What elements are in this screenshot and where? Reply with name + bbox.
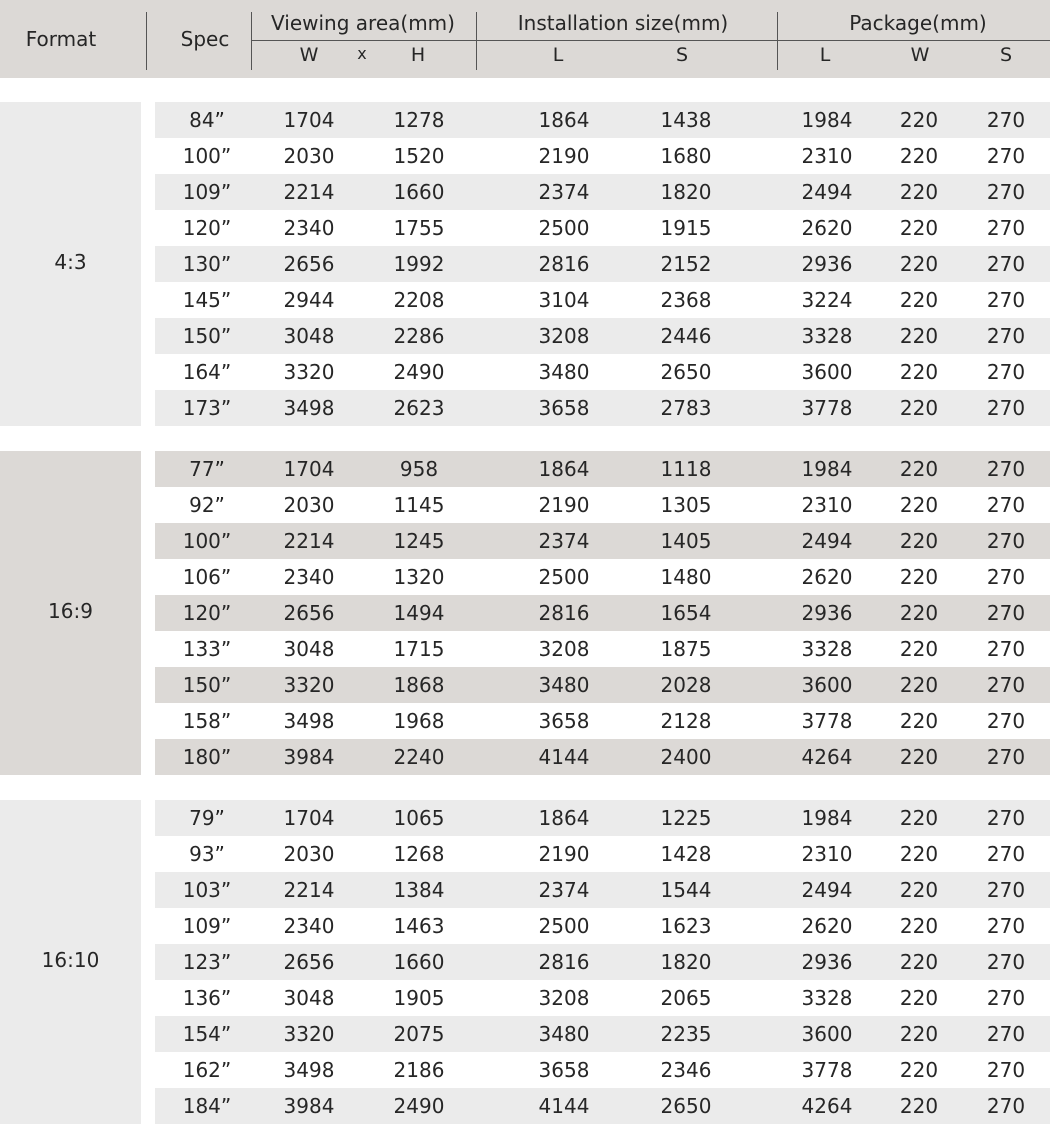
table-row: [155, 1088, 1050, 1124]
header-viewing-x: x: [357, 44, 367, 63]
cell-package-l: 2620: [801, 914, 853, 938]
cell-package-w: 220: [899, 180, 939, 204]
cell-install-l: 3104: [538, 288, 590, 312]
cell-package-w: 220: [899, 745, 939, 769]
cell-spec: 173”: [182, 396, 232, 420]
cell-package-w: 220: [899, 637, 939, 661]
header-install-s: S: [675, 44, 689, 66]
cell-viewing-h: 1968: [393, 709, 445, 733]
cell-viewing-w: 3498: [283, 709, 335, 733]
cell-install-l: 4144: [538, 745, 590, 769]
cell-package-l: 3328: [801, 324, 853, 348]
table-row: [155, 174, 1050, 210]
cell-package-s: 270: [986, 745, 1026, 769]
cell-viewing-h: 2623: [393, 396, 445, 420]
header-viewing-w: W: [299, 44, 319, 66]
format-label: 16:9: [48, 599, 93, 623]
cell-viewing-w: 2656: [283, 252, 335, 276]
cell-install-s: 1438: [660, 108, 712, 132]
cell-viewing-h: 1278: [393, 108, 445, 132]
cell-install-s: 2152: [660, 252, 712, 276]
cell-package-w: 220: [899, 493, 939, 517]
cell-viewing-w: 2340: [283, 914, 335, 938]
cell-package-l: 2494: [801, 529, 853, 553]
cell-package-s: 270: [986, 1058, 1026, 1082]
cell-spec: 136”: [182, 986, 232, 1010]
cell-spec: 150”: [182, 673, 232, 697]
cell-install-l: 1864: [538, 457, 590, 481]
table-row: [155, 451, 1050, 487]
cell-viewing-w: 3984: [283, 1094, 335, 1118]
cell-viewing-h: 1992: [393, 252, 445, 276]
cell-package-w: 220: [899, 529, 939, 553]
cell-spec: 120”: [182, 601, 232, 625]
cell-package-w: 220: [899, 914, 939, 938]
cell-spec: 84”: [189, 108, 225, 132]
cell-viewing-w: 3498: [283, 1058, 335, 1082]
cell-package-w: 220: [899, 950, 939, 974]
cell-package-w: 220: [899, 360, 939, 384]
table-row: [155, 595, 1050, 631]
cell-package-s: 270: [986, 252, 1026, 276]
cell-install-l: 3658: [538, 1058, 590, 1082]
cell-package-w: 220: [899, 565, 939, 589]
cell-spec: 158”: [182, 709, 232, 733]
cell-viewing-w: 2214: [283, 180, 335, 204]
cell-package-w: 220: [899, 396, 939, 420]
cell-spec: 162”: [182, 1058, 232, 1082]
cell-package-l: 2310: [801, 493, 853, 517]
cell-viewing-h: 1868: [393, 673, 445, 697]
table-row: [155, 980, 1050, 1016]
cell-install-s: 1480: [660, 565, 712, 589]
cell-package-w: 220: [899, 324, 939, 348]
table-row: [155, 282, 1050, 318]
cell-package-l: 2936: [801, 601, 853, 625]
table-row: [155, 908, 1050, 944]
header-subdivider: [251, 40, 1050, 41]
cell-viewing-w: 3320: [283, 1022, 335, 1046]
cell-install-s: 1405: [660, 529, 712, 553]
table-row: [155, 872, 1050, 908]
cell-viewing-w: 1704: [283, 806, 335, 830]
table-row: [155, 246, 1050, 282]
cell-install-l: 2190: [538, 493, 590, 517]
cell-viewing-h: 2490: [393, 360, 445, 384]
cell-package-l: 2936: [801, 252, 853, 276]
cell-package-s: 270: [986, 360, 1026, 384]
cell-package-s: 270: [986, 878, 1026, 902]
cell-package-l: 3600: [801, 673, 853, 697]
header-package-l: L: [819, 44, 831, 66]
cell-viewing-w: 3048: [283, 637, 335, 661]
cell-install-s: 2235: [660, 1022, 712, 1046]
cell-spec: 130”: [182, 252, 232, 276]
cell-package-w: 220: [899, 1094, 939, 1118]
header-viewing-h: H: [410, 44, 426, 66]
header-divider: [146, 12, 147, 70]
cell-package-l: 3600: [801, 1022, 853, 1046]
cell-install-s: 2368: [660, 288, 712, 312]
cell-install-s: 2400: [660, 745, 712, 769]
cell-install-l: 1864: [538, 108, 590, 132]
cell-viewing-h: 2286: [393, 324, 445, 348]
cell-install-s: 1820: [660, 950, 712, 974]
cell-package-w: 220: [899, 457, 939, 481]
cell-package-l: 4264: [801, 1094, 853, 1118]
cell-package-s: 270: [986, 842, 1026, 866]
cell-package-s: 270: [986, 288, 1026, 312]
cell-package-l: 3778: [801, 396, 853, 420]
cell-spec: 180”: [182, 745, 232, 769]
cell-install-l: 3208: [538, 324, 590, 348]
cell-viewing-h: 1755: [393, 216, 445, 240]
cell-package-s: 270: [986, 457, 1026, 481]
cell-install-l: 1864: [538, 806, 590, 830]
cell-package-w: 220: [899, 878, 939, 902]
table-row: [155, 1052, 1050, 1088]
cell-package-l: 3778: [801, 1058, 853, 1082]
cell-package-s: 270: [986, 493, 1026, 517]
cell-package-w: 220: [899, 288, 939, 312]
header-package: Package(mm): [849, 11, 987, 35]
cell-package-l: 4264: [801, 745, 853, 769]
cell-package-s: 270: [986, 565, 1026, 589]
cell-package-l: 2310: [801, 842, 853, 866]
cell-package-w: 220: [899, 252, 939, 276]
table-row: [155, 138, 1050, 174]
header-package-w: W: [910, 44, 930, 66]
cell-spec: 109”: [182, 914, 232, 938]
cell-spec: 154”: [182, 1022, 232, 1046]
cell-viewing-w: 1704: [283, 108, 335, 132]
cell-spec: 133”: [182, 637, 232, 661]
cell-install-l: 3658: [538, 709, 590, 733]
table-row: [155, 102, 1050, 138]
cell-package-w: 220: [899, 806, 939, 830]
cell-package-l: 3600: [801, 360, 853, 384]
cell-install-s: 1623: [660, 914, 712, 938]
format-label: 4:3: [54, 250, 87, 274]
cell-spec: 150”: [182, 324, 232, 348]
cell-package-l: 2494: [801, 180, 853, 204]
header-spec: Spec: [180, 27, 230, 51]
cell-package-s: 270: [986, 1022, 1026, 1046]
cell-viewing-w: 3984: [283, 745, 335, 769]
cell-package-l: 2620: [801, 216, 853, 240]
cell-install-s: 2028: [660, 673, 712, 697]
cell-spec: 92”: [189, 493, 225, 517]
cell-install-s: 1544: [660, 878, 712, 902]
cell-viewing-h: 2075: [393, 1022, 445, 1046]
cell-package-s: 270: [986, 216, 1026, 240]
cell-viewing-w: 2214: [283, 878, 335, 902]
format-label: 16:10: [41, 948, 100, 972]
cell-install-s: 1225: [660, 806, 712, 830]
cell-package-w: 220: [899, 709, 939, 733]
cell-spec: 123”: [182, 950, 232, 974]
header-divider: [777, 12, 778, 70]
cell-install-s: 2783: [660, 396, 712, 420]
cell-package-l: 2936: [801, 950, 853, 974]
table-row: [155, 667, 1050, 703]
cell-package-l: 1984: [801, 806, 853, 830]
cell-viewing-w: 2656: [283, 950, 335, 974]
cell-package-l: 3328: [801, 637, 853, 661]
cell-viewing-h: 1320: [393, 565, 445, 589]
cell-install-s: 2128: [660, 709, 712, 733]
cell-package-w: 220: [899, 673, 939, 697]
cell-viewing-h: 1494: [393, 601, 445, 625]
cell-install-l: 2816: [538, 950, 590, 974]
cell-package-s: 270: [986, 806, 1026, 830]
cell-viewing-h: 1463: [393, 914, 445, 938]
cell-viewing-w: 2340: [283, 565, 335, 589]
cell-viewing-h: 1715: [393, 637, 445, 661]
cell-spec: 120”: [182, 216, 232, 240]
cell-package-s: 270: [986, 950, 1026, 974]
cell-package-l: 3328: [801, 986, 853, 1010]
cell-viewing-h: 1520: [393, 144, 445, 168]
cell-viewing-w: 2944: [283, 288, 335, 312]
cell-package-w: 220: [899, 108, 939, 132]
cell-viewing-w: 2214: [283, 529, 335, 553]
table-row: [155, 318, 1050, 354]
table-row: [155, 800, 1050, 836]
cell-package-s: 270: [986, 986, 1026, 1010]
header-install-l: L: [552, 44, 564, 66]
cell-viewing-h: 1384: [393, 878, 445, 902]
cell-install-l: 3208: [538, 637, 590, 661]
cell-package-w: 220: [899, 842, 939, 866]
cell-package-l: 2620: [801, 565, 853, 589]
cell-spec: 93”: [189, 842, 225, 866]
cell-package-l: 2310: [801, 144, 853, 168]
header-package-s: S: [999, 44, 1013, 66]
cell-viewing-w: 2030: [283, 144, 335, 168]
cell-install-s: 1654: [660, 601, 712, 625]
cell-package-w: 220: [899, 986, 939, 1010]
table-row: [155, 559, 1050, 595]
cell-package-s: 270: [986, 709, 1026, 733]
header-format: Format: [25, 27, 97, 51]
cell-package-w: 220: [899, 144, 939, 168]
table-row: [155, 836, 1050, 872]
cell-package-l: 3224: [801, 288, 853, 312]
cell-install-s: 1875: [660, 637, 712, 661]
table-row: [155, 487, 1050, 523]
table-row: [155, 631, 1050, 667]
table-row: [155, 390, 1050, 426]
cell-install-l: 2500: [538, 565, 590, 589]
cell-spec: 184”: [182, 1094, 232, 1118]
cell-install-s: 1820: [660, 180, 712, 204]
cell-install-l: 4144: [538, 1094, 590, 1118]
cell-package-l: 1984: [801, 457, 853, 481]
cell-spec: 164”: [182, 360, 232, 384]
cell-install-l: 2816: [538, 252, 590, 276]
cell-install-l: 2190: [538, 144, 590, 168]
cell-viewing-h: 2186: [393, 1058, 445, 1082]
cell-viewing-w: 2340: [283, 216, 335, 240]
cell-viewing-h: 1905: [393, 986, 445, 1010]
cell-viewing-w: 3498: [283, 396, 335, 420]
table-header: [0, 0, 1050, 78]
cell-package-s: 270: [986, 637, 1026, 661]
cell-viewing-h: 1145: [393, 493, 445, 517]
cell-install-l: 2500: [538, 216, 590, 240]
cell-viewing-w: 1704: [283, 457, 335, 481]
cell-viewing-w: 2030: [283, 842, 335, 866]
cell-spec: 77”: [189, 457, 225, 481]
cell-spec: 79”: [189, 806, 225, 830]
table-row: [155, 944, 1050, 980]
cell-package-s: 270: [986, 180, 1026, 204]
cell-install-s: 1680: [660, 144, 712, 168]
header-viewing-area: Viewing area(mm): [271, 11, 455, 35]
table-row: [155, 523, 1050, 559]
cell-install-s: 2446: [660, 324, 712, 348]
cell-install-s: 2346: [660, 1058, 712, 1082]
table-row: [155, 354, 1050, 390]
table-row: [155, 1016, 1050, 1052]
cell-install-l: 3480: [538, 673, 590, 697]
cell-package-s: 270: [986, 396, 1026, 420]
cell-package-w: 220: [899, 1058, 939, 1082]
cell-install-l: 2374: [538, 529, 590, 553]
cell-viewing-h: 1065: [393, 806, 445, 830]
cell-viewing-w: 3320: [283, 360, 335, 384]
cell-viewing-w: 2030: [283, 493, 335, 517]
cell-viewing-h: 1660: [393, 180, 445, 204]
cell-viewing-h: 958: [399, 457, 439, 481]
cell-package-s: 270: [986, 601, 1026, 625]
cell-install-s: 2650: [660, 1094, 712, 1118]
cell-package-s: 270: [986, 529, 1026, 553]
cell-install-l: 2374: [538, 878, 590, 902]
cell-install-l: 3480: [538, 360, 590, 384]
cell-spec: 106”: [182, 565, 232, 589]
cell-package-l: 3778: [801, 709, 853, 733]
cell-install-s: 1428: [660, 842, 712, 866]
cell-install-l: 2816: [538, 601, 590, 625]
cell-install-l: 3208: [538, 986, 590, 1010]
header-divider: [476, 12, 477, 70]
cell-viewing-h: 2490: [393, 1094, 445, 1118]
cell-viewing-w: 2656: [283, 601, 335, 625]
cell-viewing-h: 1245: [393, 529, 445, 553]
table-row: [155, 210, 1050, 246]
cell-viewing-h: 2240: [393, 745, 445, 769]
cell-package-s: 270: [986, 324, 1026, 348]
cell-spec: 100”: [182, 529, 232, 553]
cell-install-s: 1305: [660, 493, 712, 517]
table-row: [155, 703, 1050, 739]
cell-install-s: 2650: [660, 360, 712, 384]
cell-package-w: 220: [899, 601, 939, 625]
table-row: [155, 739, 1050, 775]
cell-package-s: 270: [986, 1094, 1026, 1118]
cell-viewing-w: 3048: [283, 986, 335, 1010]
cell-viewing-h: 1268: [393, 842, 445, 866]
cell-install-s: 1118: [660, 457, 712, 481]
cell-spec: 103”: [182, 878, 232, 902]
cell-spec: 100”: [182, 144, 232, 168]
cell-install-l: 2190: [538, 842, 590, 866]
cell-package-s: 270: [986, 144, 1026, 168]
cell-package-s: 270: [986, 108, 1026, 132]
header-divider: [251, 12, 252, 70]
cell-viewing-h: 1660: [393, 950, 445, 974]
cell-install-l: 2500: [538, 914, 590, 938]
cell-install-l: 3480: [538, 1022, 590, 1046]
cell-package-l: 2494: [801, 878, 853, 902]
cell-install-s: 1915: [660, 216, 712, 240]
cell-spec: 145”: [182, 288, 232, 312]
cell-package-s: 270: [986, 914, 1026, 938]
cell-install-s: 2065: [660, 986, 712, 1010]
cell-viewing-w: 3320: [283, 673, 335, 697]
cell-package-w: 220: [899, 216, 939, 240]
cell-viewing-w: 3048: [283, 324, 335, 348]
header-installation-size: Installation size(mm): [517, 11, 729, 35]
cell-package-l: 1984: [801, 108, 853, 132]
cell-viewing-h: 2208: [393, 288, 445, 312]
cell-package-s: 270: [986, 673, 1026, 697]
cell-package-w: 220: [899, 1022, 939, 1046]
cell-install-l: 3658: [538, 396, 590, 420]
cell-spec: 109”: [182, 180, 232, 204]
cell-install-l: 2374: [538, 180, 590, 204]
